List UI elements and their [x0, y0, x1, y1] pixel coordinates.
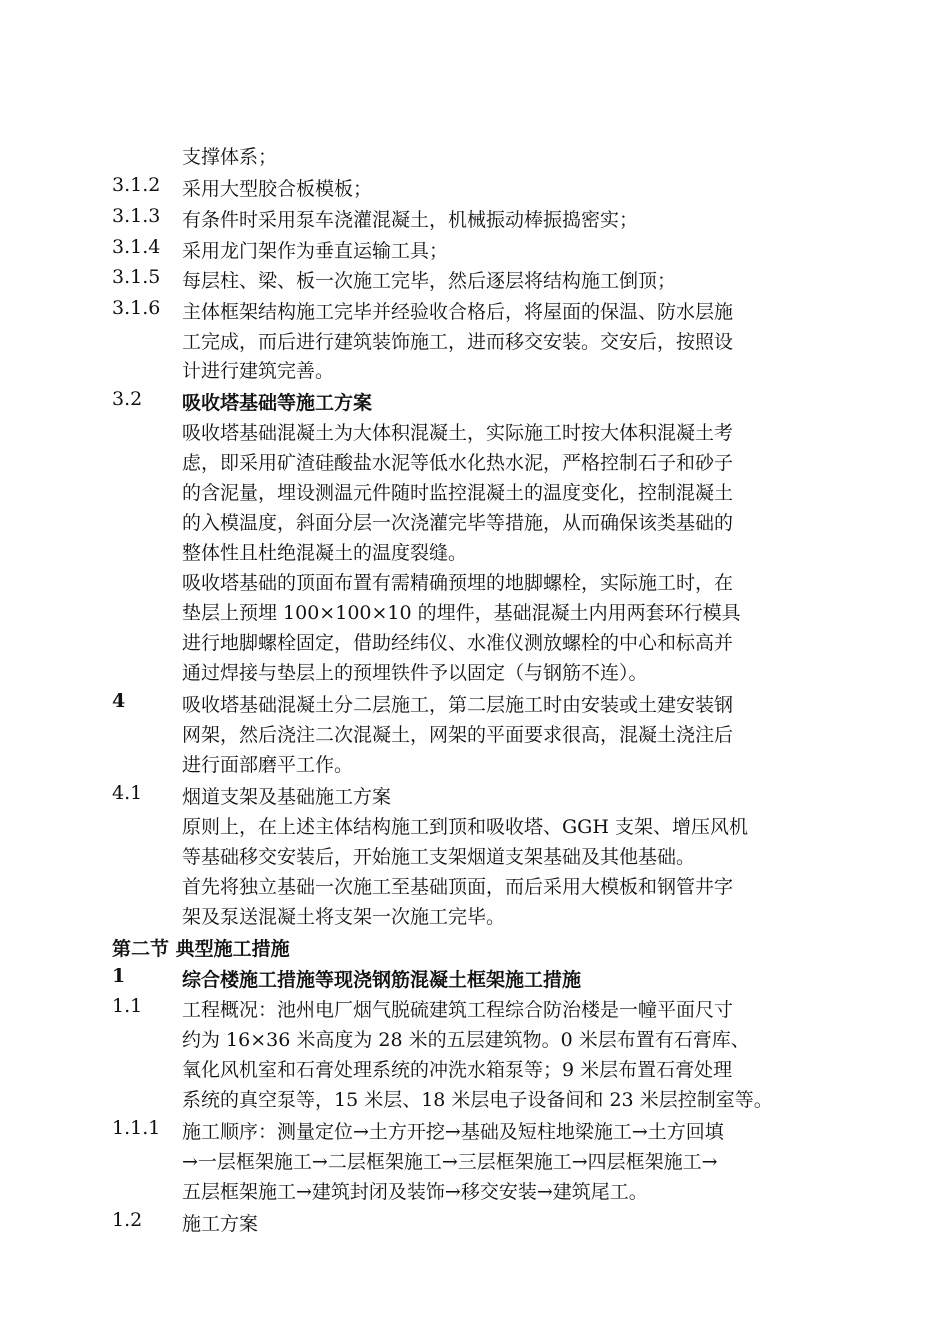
text-line: 网架，然后浇注二次混凝土，网架的平面要求很高，混凝土浇注后 [182, 724, 734, 746]
text-line: 进行地脚螺栓固定，借助经纬仪、水准仪测放螺栓的中心和标高并 [182, 632, 734, 654]
text-line: 采用大型胶合板模板； [182, 178, 373, 200]
section-number: 4.1 [112, 782, 143, 804]
text-line: 施工顺序：测量定位→土方开挖→基础及短柱地梁施工→土方回填 [182, 1121, 724, 1143]
item-number: 3.1.5 [112, 266, 161, 288]
text-line: 约为 16×36 米高度为 28 米的五层建筑物。0 米层布置有石膏库、 [182, 1029, 750, 1051]
section-number: 3.2 [112, 388, 143, 410]
text-line: 进行面部磨平工作。 [182, 754, 354, 776]
item-number: 1.1.1 [112, 1117, 161, 1139]
item-number: 3.1.2 [112, 174, 161, 196]
text-line: 等基础移交安装后，开始施工支架烟道支架基础及其他基础。 [182, 846, 696, 868]
text-line: 的入模温度，斜面分层一次浇灌完毕等措施，从而确保该类基础的 [182, 512, 734, 534]
text-line: 计进行建筑完善。 [182, 360, 335, 382]
text-line: 通过焊接与垫层上的预埋铁件予以固定（与钢筋不连）。 [182, 662, 648, 684]
text-line: 垫层上预埋 100×100×10 的埋件，基础混凝土内用两套环行模具 [182, 602, 741, 624]
item-number: 3.1.6 [112, 297, 161, 319]
text-line: 吸收塔基础混凝土分二层施工，第二层施工时由安装或土建安装钢 [182, 694, 734, 716]
text-line: 有条件时采用泵车浇灌混凝土，机械振动棒振捣密实； [182, 209, 639, 231]
text-line: 架及泵送混凝土将支架一次施工完毕。 [182, 906, 506, 928]
item-number: 3.1.4 [112, 236, 161, 258]
section-heading: 吸收塔基础等施工方案 [182, 392, 373, 414]
section-number: 1.1 [112, 995, 143, 1017]
text-line: 的含泥量，埋设测温元件随时监控混凝土的温度变化，控制混凝土 [182, 482, 734, 504]
text-line: 每层柱、梁、板一次施工完毕，然后逐层将结构施工倒顶； [182, 270, 677, 292]
text-line: →一层框架施工→二层框架施工→三层框架施工→四层框架施工→ [182, 1151, 718, 1173]
section-heading: 综合楼施工措施等现浇钢筋混凝土框架施工措施 [182, 969, 582, 991]
section-number: 1 [112, 965, 126, 987]
text-line: 整体性且杜绝混凝土的温度裂缝。 [182, 542, 468, 564]
text-line: 吸收塔基础混凝土为大体积混凝土，实际施工时按大体积混凝土考 [182, 422, 734, 444]
text-line: 烟道支架及基础施工方案 [182, 786, 392, 808]
chapter-heading: 第二节 典型施工措施 [112, 938, 290, 960]
text-line: 工完成，而后进行建筑装饰施工，进而移交安装。交安后，按照设 [182, 331, 734, 353]
text-line: 原则上，在上述主体结构施工到顶和吸收塔、GGH 支架、增压风机 [182, 816, 748, 838]
text-line: 虑，即采用矿渣硅酸盐水泥等低水化热水泥，严格控制石子和砂子 [182, 452, 734, 474]
text-line: 氧化风机室和石膏处理系统的冲洗水箱泵等；9 米层布置石膏处理 [182, 1059, 733, 1081]
text-line: 吸收塔基础的顶面布置有需精确预埋的地脚螺栓，实际施工时，在 [182, 572, 734, 594]
text-line: 系统的真空泵等，15 米层、18 米层电子设备间和 23 米层控制室等。 [182, 1089, 773, 1111]
text-line: 首先将独立基础一次施工至基础顶面，而后采用大模板和钢管井字 [182, 876, 734, 898]
text-line: 支撑体系； [182, 146, 278, 168]
item-number: 3.1.3 [112, 205, 161, 227]
text-line: 工程概况：池州电厂烟气脱硫建筑工程综合防治楼是一幢平面尺寸 [182, 999, 734, 1021]
text-line: 五层框架施工→建筑封闭及装饰→移交安装→建筑尾工。 [182, 1181, 648, 1203]
text-line: 主体框架结构施工完毕并经验收合格后，将屋面的保温、防水层施 [182, 301, 734, 323]
section-number: 1.2 [112, 1209, 143, 1231]
text-line: 施工方案 [182, 1213, 259, 1235]
section-number: 4 [112, 690, 126, 712]
text-line: 采用龙门架作为垂直运输工具； [182, 240, 449, 262]
